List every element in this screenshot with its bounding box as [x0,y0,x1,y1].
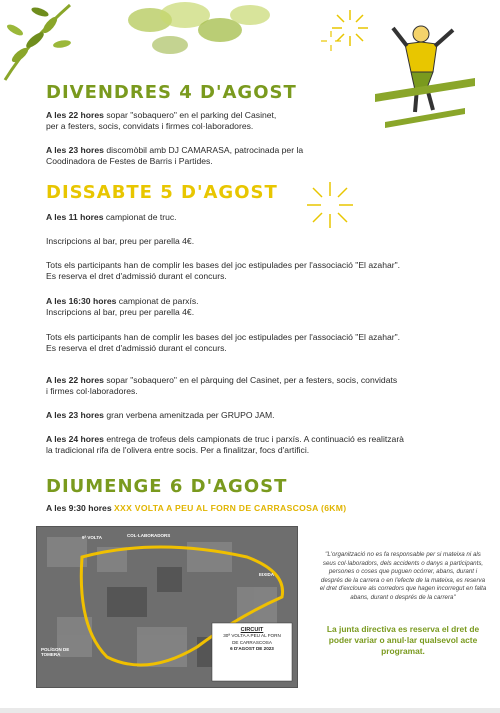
saturday-verbena-time: A les 23 hores [46,410,104,420]
saturday-trophy-text2: la tradicional rifa de l'olivera entre socis. Per a finalitzar, focs d'artifici. [46,445,310,456]
leaves-decoration [0,0,90,90]
saturday-parxis-text: campionat de parxís. [116,296,199,306]
saturday-parxis-rules1: Tots els participants han de complir les bases del joc estipulades per l'associació "El azahar". [46,332,401,342]
saturday-truc [46,212,466,223]
saturday-parxis-time: A les 16:30 hores [46,296,117,306]
saturday-dinner-text2: i firmes col·laboradores. [46,386,138,397]
blurred-leaves-decoration [110,0,290,85]
sunday-race-time: A les 9:30 hores [46,503,112,513]
saturday-dinner-text: sopar "sobaquero" en el pàrquing del Casinet, per a festers, socis, convidats [103,375,398,385]
saturday-truc-text: campionat de truc. [103,212,177,222]
circuit-title: CIRCUIT [240,627,264,633]
map-label-volta: 9ª VOLTA [82,535,102,540]
saturday-truc-time: A les 11 hores [46,212,104,222]
friday-disco-time: A les 23 hores [46,145,104,155]
friday-disco-text2: Coodinadora de Festes de Barris i Partides. [46,156,213,167]
friday-disco-text: discomòbil amb DJ CAMARASA, patrocinada per la [103,145,304,155]
saturday-trophy-text: entrega de trofeus dels campionats de truc i parxís. A continuació es realitzarà [103,434,404,444]
friday-title: DIVENDRES 4 D'AGOST [46,82,297,103]
saturday-truc-inscription: Inscripcions al bar, preu per parella 4€. [46,236,195,246]
saturday-truc-rules2: Es reserva el dret d'admissió durant el concurs. [46,271,227,282]
disclaimer-text: "L'organització no es fa responsable per si mateixa ni als seus col·laboradors, dels accidents o danys a participants, persones o coses que puguen ocórrer, abans, durant i després de la carrera o en l'efecte de la mateixa, es reserva el dret d'excloure als corredors que hagen incorregut en falta abans, durant o després de la carrera" [319,551,487,601]
circuit-line3: 6 D'AGOST DE 2023 [230,646,274,652]
sunday-race [46,503,466,514]
saturday-dinner-time: A les 22 hores [46,375,104,385]
saturday-title: DISSABTE 5 D'AGOST [46,182,278,203]
saturday-parxis-inscription: Inscripcions al bar, preu per parella 4€. [46,307,195,318]
circuit-box [212,627,292,653]
map-label-poligon: POLÍGON DE TOMERA [41,647,70,657]
friday-item-disco [46,145,466,168]
circuit-line2: DE CARRASCOSA [232,639,272,645]
saturday-dinner [46,375,466,398]
friday-dinner-time: A les 22 hores [46,110,104,120]
bottom-border [0,708,500,713]
board-note: La junta directiva es reserva el dret de poder variar o anul·lar qualsevol acte programat. [326,624,480,656]
friday-dinner-text: sopar "sobaquero" en el parking del Casinet, [103,110,277,120]
saturday-parxis-rules [46,332,466,355]
circuit-line1: 30ª VOLTA A PEU AL FORN [223,633,281,639]
route-map-graphic [37,527,297,687]
saturday-truc-rules [46,260,466,283]
map-label-start: EIXIDA [259,572,275,577]
sunday-title: DIUMENGE 6 D'AGOST [46,476,288,497]
route-map [36,526,298,688]
firework-icon [320,30,342,52]
saturday-trophy-time: A les 24 hores [46,434,104,444]
map-label-collaborators: COL·LABORADORS [127,533,171,538]
friday-dinner-text2: per a festers, socis, convidats i firmes col·laboradores. [46,121,254,132]
saturday-verbena-text: gran verbena amenitzada per GRUPO JAM. [103,410,275,420]
saturday-parxis-rules2: Es reserva el dret d'admissió durant el concurs. [46,343,227,354]
saturday-trophy [46,434,466,457]
friday-item-dinner [46,110,466,133]
sunday-race-name: XXX VOLTA A PEU AL FORN DE CARRASCOSA [114,503,319,513]
saturday-truc-rules1: Tots els participants han de complir les bases del joc estipulades per l'associació "El azahar". [46,260,401,270]
saturday-verbena [46,410,466,421]
sunday-race-distance: (6KM) [321,503,347,513]
saturday-parxis [46,296,466,319]
